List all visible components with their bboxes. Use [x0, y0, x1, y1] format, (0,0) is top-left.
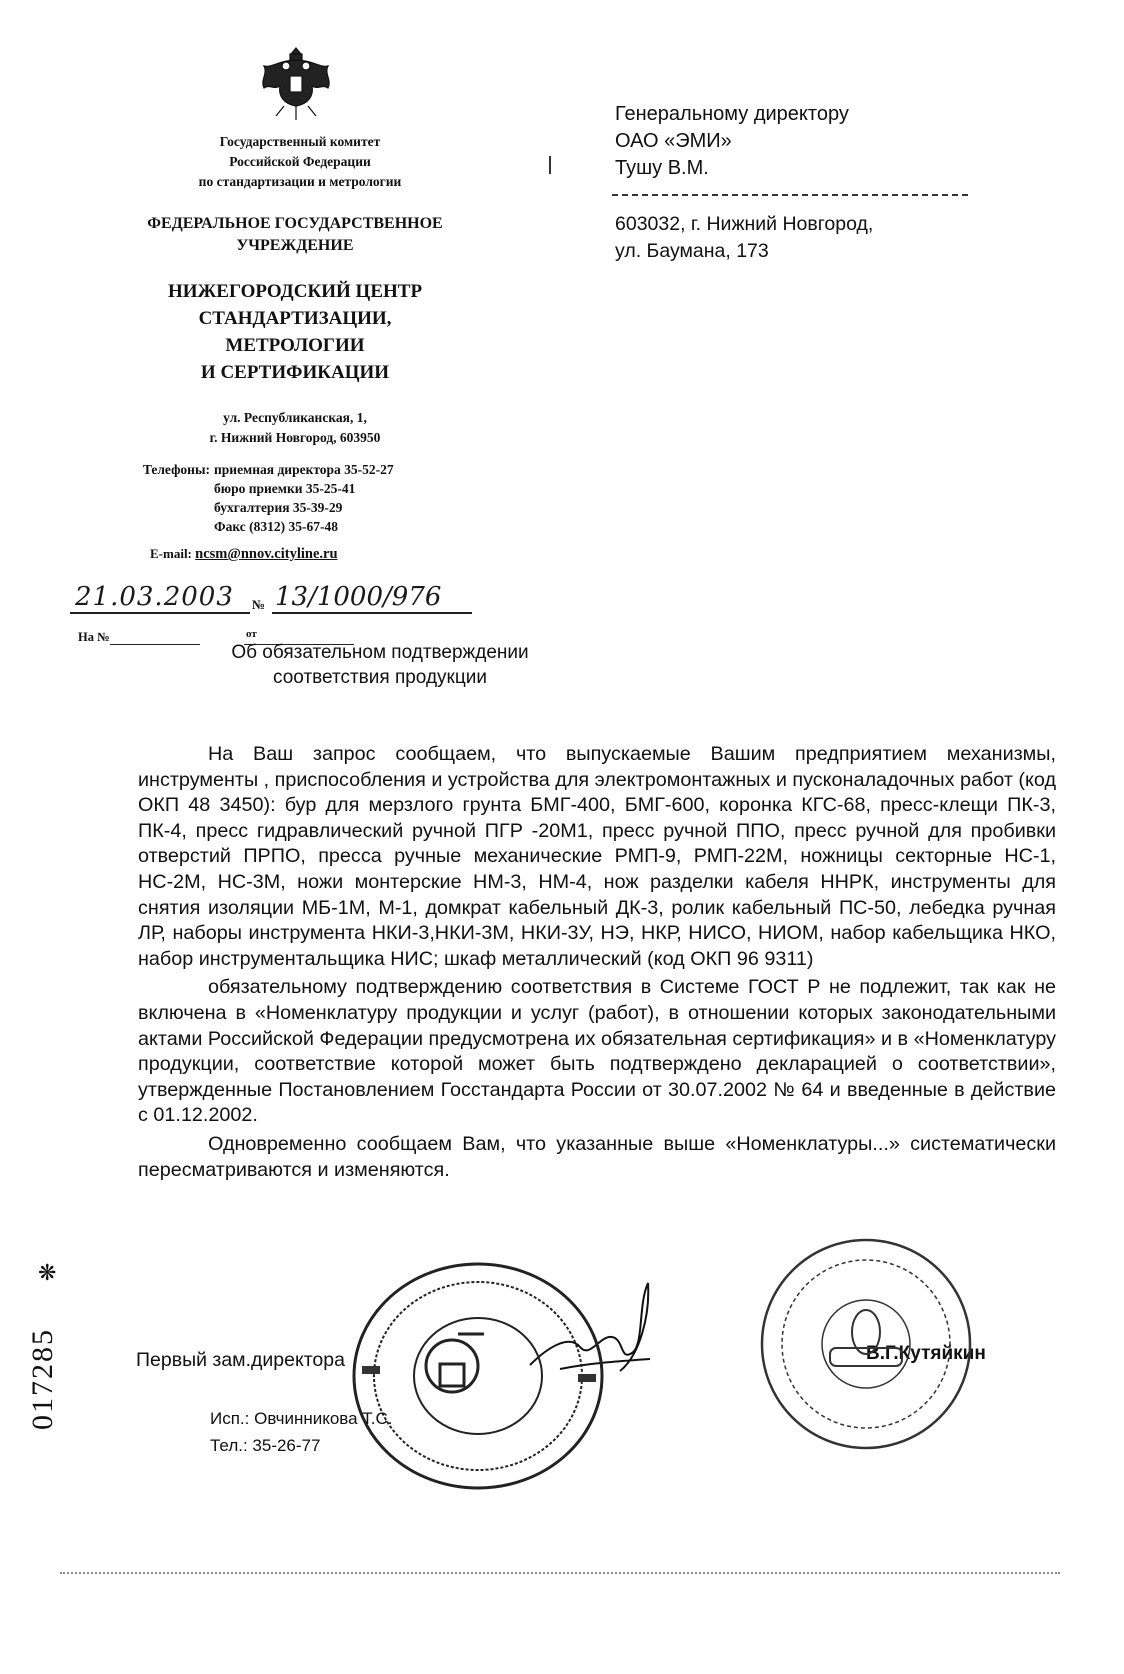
reply-number-field — [110, 644, 200, 645]
recipient-divider — [612, 194, 968, 196]
letter-date: 21.03.2003 — [75, 582, 234, 612]
sender-address-line: ул. Республиканская, 1, — [223, 410, 367, 425]
phones-block — [110, 460, 490, 536]
letter-subject — [200, 640, 560, 690]
organization-line: МЕТРОЛОГИИ — [225, 335, 365, 356]
scan-mark — [549, 156, 551, 174]
reply-to-number-label: На № — [78, 630, 110, 644]
body-paragraph: Одновременно сообщаем Вам, что указанные выше «Номенклатуры...» систематически пересматриваются и изменяются. — [138, 1132, 1056, 1181]
performer-line: Исп.: Овчинникова Т.С. — [210, 1409, 393, 1428]
committee-line: по стандартизации и метрологии — [198, 174, 402, 189]
body-paragraph: обязательному подтверждению соответствия в Системе ГОСТ Р не подлежит, так как не включена в «Номенклатуру продукции и услуг (работ), в отношении которых законодательными актами Российской Федерации предусмотрена их обязательная сертификация» и в «Номенклатуру продукции, соответствие которой может быть подтверждено декларацией о соответствии», утвержденные Постановлением Госстандарта России от 30.07.2002 № 64 и введенные в действие с 01.12.2002. — [138, 976, 1056, 1127]
sender-address — [130, 408, 460, 448]
date-underline — [70, 612, 250, 614]
federal-line: ФЕДЕРАЛЬНОЕ ГОСУДАРСТВЕННОЕ — [147, 215, 443, 232]
number-underline — [272, 612, 472, 614]
committee-line: Государственный комитет — [219, 134, 381, 149]
federal-line: УЧРЕЖДЕНИЕ — [236, 237, 354, 254]
recipient-line: Тушу В.М. — [615, 157, 709, 179]
phone-entry: бюро приемки 35-25-41 — [214, 481, 356, 496]
official-seal-icon — [348, 1256, 608, 1496]
recipient-address — [615, 211, 873, 265]
email-line — [150, 546, 338, 563]
signatory-title: Первый зам.директора — [136, 1349, 345, 1371]
recipient-address-line: 603032, г. Нижний Новгород, — [615, 213, 874, 235]
subject-line: Об обязательном подтверждении — [231, 642, 529, 663]
sender-address-line: г. Нижний Новгород, 603950 — [209, 430, 381, 445]
performer-line: Тел.: 35-26-77 — [210, 1436, 321, 1455]
serial-number: 017285 — [26, 1328, 59, 1430]
recipient-line: ОАО «ЭМИ» — [615, 130, 732, 152]
company-seal-icon — [756, 1232, 976, 1457]
organization-name — [110, 278, 480, 386]
organization-line: И СЕРТИФИКАЦИИ — [200, 362, 390, 383]
phones-label: Телефоны: — [142, 462, 210, 477]
asterisk-icon: ❋ — [38, 1260, 57, 1285]
subject-line: соответствия продукции — [273, 667, 487, 688]
number-sign: № — [252, 597, 266, 612]
recipient-address-line: ул. Баумана, 173 — [615, 240, 769, 262]
letter-number: 13/1000/976 — [275, 582, 442, 612]
phone-entry: бухгалтерия 35-39-29 — [214, 500, 343, 515]
reply-date-label: от — [246, 628, 257, 640]
letter-body — [138, 742, 1056, 1186]
committee-name — [140, 132, 460, 192]
signatory-name: В.Г.Кутяйкин — [866, 1343, 986, 1364]
coat-of-arms-icon — [250, 40, 342, 126]
federal-institution — [90, 213, 500, 257]
email-link[interactable]: ncsm@nnov.cityline.ru — [195, 546, 338, 562]
fax-entry: Факс (8312) 35-67-48 — [214, 519, 339, 534]
performer-block — [210, 1405, 393, 1459]
recipient-line: Генеральному директору — [615, 103, 849, 125]
scan-artifact-line — [60, 1572, 1060, 1574]
phone-entry: приемная директора 35-52-27 — [214, 462, 394, 477]
organization-line: НИЖЕГОРОДСКИЙ ЦЕНТР — [167, 281, 423, 302]
recipient-block — [615, 101, 849, 182]
email-label: E-mail: — [150, 546, 192, 561]
body-paragraph: На Ваш запрос сообщаем, что выпускаемые Вашим предприятием механизмы, инструменты , приспособления и устройства для электромонтажных и пусконаладочных работ (код ОКП 48 3450): бур для мерзлого грунта БМГ-400, БМГ-600, коронка КГС-68, пресс-клещи ПК-3, ПК-4, пресс гидравлический ручной ПГР -20М1, пресс ручной ППО, пресс ручной для пробивки отверстий ПРПО, пресса ручные механические РМП-9, РМП-22М, ножницы секторные НС-1, НС-2М, НС-3М, ножи монтерские НМ-3, НМ-4, нож разделки кабеля ННРК, инструменты для снятия изоляции МБ-1М, М-1, домкрат кабельный ДК-3, ролик кабельный ПС-50, лебедка ручная ЛР, наборы инструмента НКИ-3,НКИ-3М, НКИ-3У, НЭ, НКР, НИСО, НИОМ, набор кабельщика НКО, набор инструментальщика НИС; шкаф металлический (код ОКП 96 9311) — [138, 743, 1056, 970]
committee-line: Российской Федерации — [229, 154, 371, 169]
organization-line: СТАНДАРТИЗАЦИИ, — [198, 308, 392, 329]
